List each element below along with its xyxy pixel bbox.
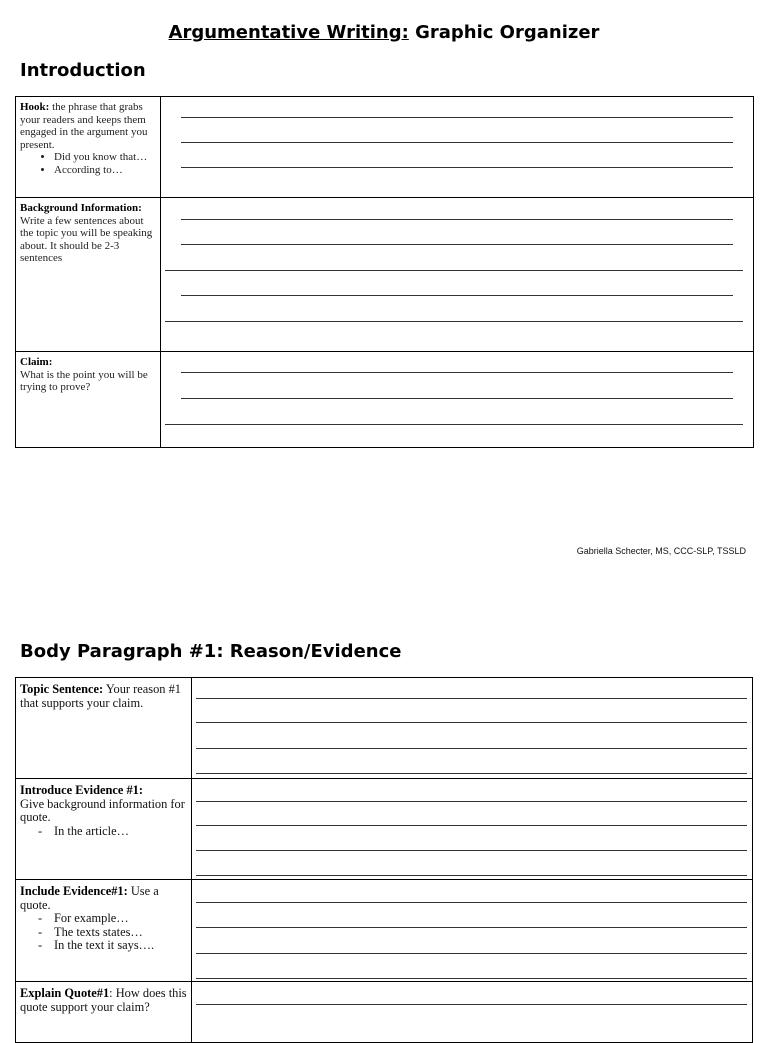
- writing-line[interactable]: [196, 698, 747, 699]
- writing-line[interactable]: [196, 953, 747, 954]
- introduce-evidence-label: [16, 779, 191, 879]
- include-evidence-label-bold: Include Evidence#1:: [20, 884, 128, 898]
- hook-example: • According to…: [54, 164, 156, 177]
- claim-label-bold: Claim:: [20, 356, 53, 368]
- topic-sentence-label-text: Your reason #1 that supports your claim.: [20, 682, 181, 710]
- writing-line[interactable]: [196, 927, 747, 928]
- hook-example: • Did you know that…: [54, 151, 156, 164]
- body-paragraph-1-table: [15, 677, 753, 1043]
- topic-sentence-label: [16, 678, 191, 778]
- writing-line[interactable]: [181, 142, 733, 143]
- background-row: [16, 198, 754, 352]
- include-evidence-example: - The texts states…: [54, 926, 187, 940]
- claim-writing-area[interactable]: [161, 352, 753, 447]
- title-underlined: Argumentative Writing:: [168, 22, 409, 43]
- writing-line[interactable]: [181, 398, 733, 399]
- introduce-evidence-row: [16, 779, 753, 880]
- writing-line[interactable]: [196, 748, 747, 749]
- writing-line[interactable]: [196, 1004, 747, 1005]
- topic-sentence-writing-area[interactable]: [192, 678, 752, 778]
- include-evidence-examples: [20, 912, 187, 953]
- writing-line[interactable]: [196, 801, 747, 802]
- explain-quote-label-text: : How does this quote support your claim?: [20, 986, 187, 1014]
- writing-line[interactable]: [165, 321, 743, 322]
- topic-sentence-row: [16, 678, 753, 779]
- introduce-evidence-label-text: Give background information for quote.: [20, 796, 185, 824]
- include-evidence-example: - For example…: [54, 912, 187, 926]
- hook-label-bold: Hook:: [20, 101, 50, 113]
- document-title: [0, 22, 768, 43]
- include-evidence-label-text: Use a quote.: [20, 884, 159, 912]
- explain-quote-row: [16, 982, 753, 1043]
- include-evidence-label: [16, 880, 191, 981]
- writing-line[interactable]: [196, 875, 747, 876]
- writing-line[interactable]: [181, 117, 733, 118]
- hook-row: [16, 97, 754, 198]
- writing-line[interactable]: [196, 722, 747, 723]
- hook-label-text: the phrase that grabs your readers and keeps them engaged in the argument you present.: [20, 101, 148, 151]
- writing-line[interactable]: [181, 372, 733, 373]
- hook-examples: [20, 151, 156, 176]
- background-writing-area[interactable]: [161, 198, 753, 351]
- claim-label: [16, 352, 160, 447]
- explain-quote-label: [16, 982, 191, 1042]
- writing-line[interactable]: [181, 219, 733, 220]
- claim-label-text: What is the point you will be trying to prove?: [20, 368, 148, 394]
- writing-line[interactable]: [196, 773, 747, 774]
- author-credit: Gabriella Schecter, MS, CCC-SLP, TSSLD: [576, 546, 746, 556]
- include-evidence-writing-area[interactable]: [192, 880, 752, 981]
- topic-sentence-label-bold: Topic Sentence:: [20, 682, 104, 696]
- writing-line[interactable]: [181, 295, 733, 296]
- explain-quote-writing-area[interactable]: [192, 982, 752, 1042]
- background-label-text: Write a few sentences about the topic you will be speaking about. It should be 2-3 sentences: [20, 214, 153, 265]
- include-evidence-row: [16, 880, 753, 982]
- writing-line[interactable]: [181, 244, 733, 245]
- introduce-evidence-writing-area[interactable]: [192, 779, 752, 879]
- body-paragraph-1-heading: Body Paragraph #1: Reason/Evidence: [20, 641, 402, 662]
- writing-line[interactable]: [196, 825, 747, 826]
- title-rest: Graphic Organizer: [408, 22, 600, 43]
- include-evidence-example: - In the text it says….: [54, 939, 187, 953]
- background-label: [16, 198, 160, 351]
- explain-quote-label-bold: Explain Quote#1: [20, 986, 110, 1000]
- writing-line[interactable]: [196, 850, 747, 851]
- hook-label: [16, 97, 160, 197]
- introduce-evidence-example: - In the article…: [54, 825, 187, 839]
- introduce-evidence-label-bold: Introduce Evidence #1:: [20, 783, 143, 797]
- writing-line[interactable]: [181, 167, 733, 168]
- introduction-table: [15, 96, 754, 448]
- writing-line[interactable]: [196, 978, 747, 979]
- writing-line[interactable]: [165, 270, 743, 271]
- introduce-evidence-examples: [20, 825, 187, 839]
- introduction-heading: Introduction: [20, 60, 146, 81]
- claim-row: [16, 352, 754, 448]
- writing-line[interactable]: [165, 424, 743, 425]
- background-label-bold: Background Information:: [20, 202, 142, 214]
- writing-line[interactable]: [196, 902, 747, 903]
